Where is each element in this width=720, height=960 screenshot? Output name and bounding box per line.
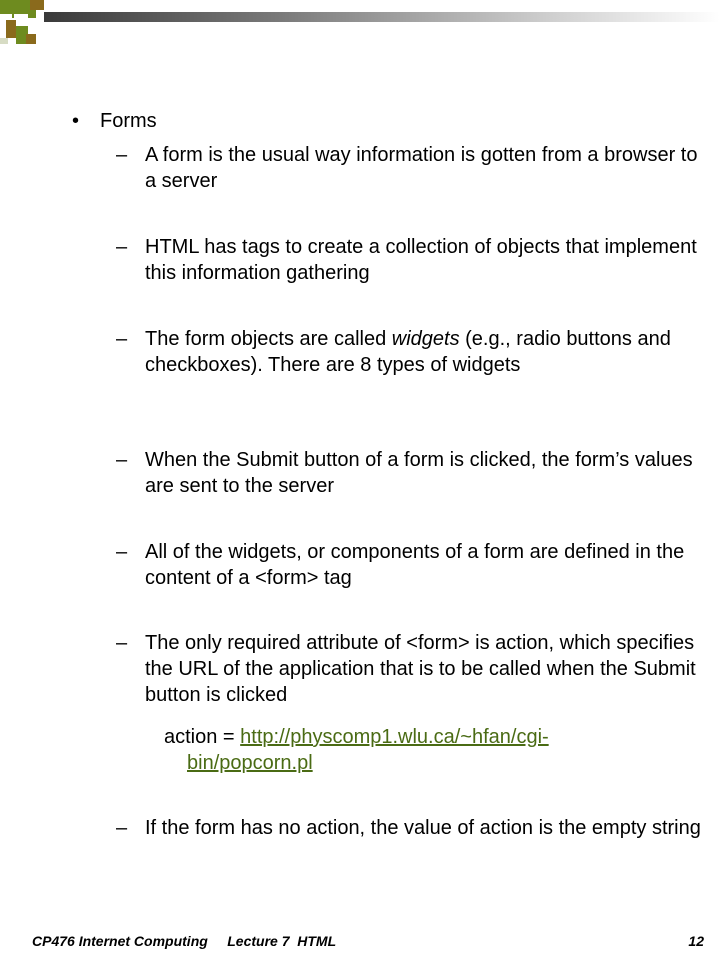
text-segment: (e.g., radio buttons and checkboxes). There are 8 types of widgets (145, 328, 671, 376)
dash-marker: – (116, 144, 128, 166)
dash-marker: – (116, 541, 128, 563)
list-item (116, 326, 706, 378)
action-prefix: action = (164, 726, 241, 748)
list-item (116, 630, 706, 708)
list-item (116, 447, 706, 499)
action-url-continuation (164, 750, 664, 776)
text-segment: The form objects are called (145, 328, 392, 350)
list-item-text: All of the widgets, or components of a form are defined in the content of a <form> tag (145, 541, 685, 589)
list-item (116, 815, 706, 841)
list-item (116, 234, 706, 286)
dash-marker: – (116, 449, 128, 471)
list-item (116, 539, 706, 591)
action-example (164, 724, 664, 776)
footer-title: CP476 Internet Computing Lecture 7 HTML (32, 933, 337, 949)
action-url-link[interactable]: http://physcomp1.wlu.ca/~hfan/cgi- (240, 726, 549, 748)
list-item-text: The only required attribute of <form> is action, which specifies the URL of the application that is to be called when the Submit button is clicked (145, 632, 696, 706)
page-number: 12 (688, 933, 704, 949)
list-item-text: If the form has no action, the value of action is the empty string (145, 817, 701, 839)
heading-bullet (72, 108, 157, 134)
list-item-text: HTML has tags to create a collection of objects that implement this information gathering (145, 236, 697, 284)
dash-marker: – (116, 632, 128, 654)
dash-marker: – (116, 236, 128, 258)
list-item-text: A form is the usual way information is gotten from a browser to a server (145, 144, 698, 192)
slide-heading: Forms (100, 110, 157, 132)
action-url-link[interactable]: bin/popcorn.pl (187, 752, 313, 774)
list-item-text (145, 326, 706, 378)
bullet-dot: • (72, 110, 80, 132)
list-item (116, 142, 706, 194)
dash-marker: – (116, 817, 128, 839)
list-item-text: When the Submit button of a form is clicked, the form’s values are sent to the server (145, 449, 693, 497)
dash-marker: – (116, 328, 128, 350)
emphasized-term: widgets (391, 328, 460, 350)
